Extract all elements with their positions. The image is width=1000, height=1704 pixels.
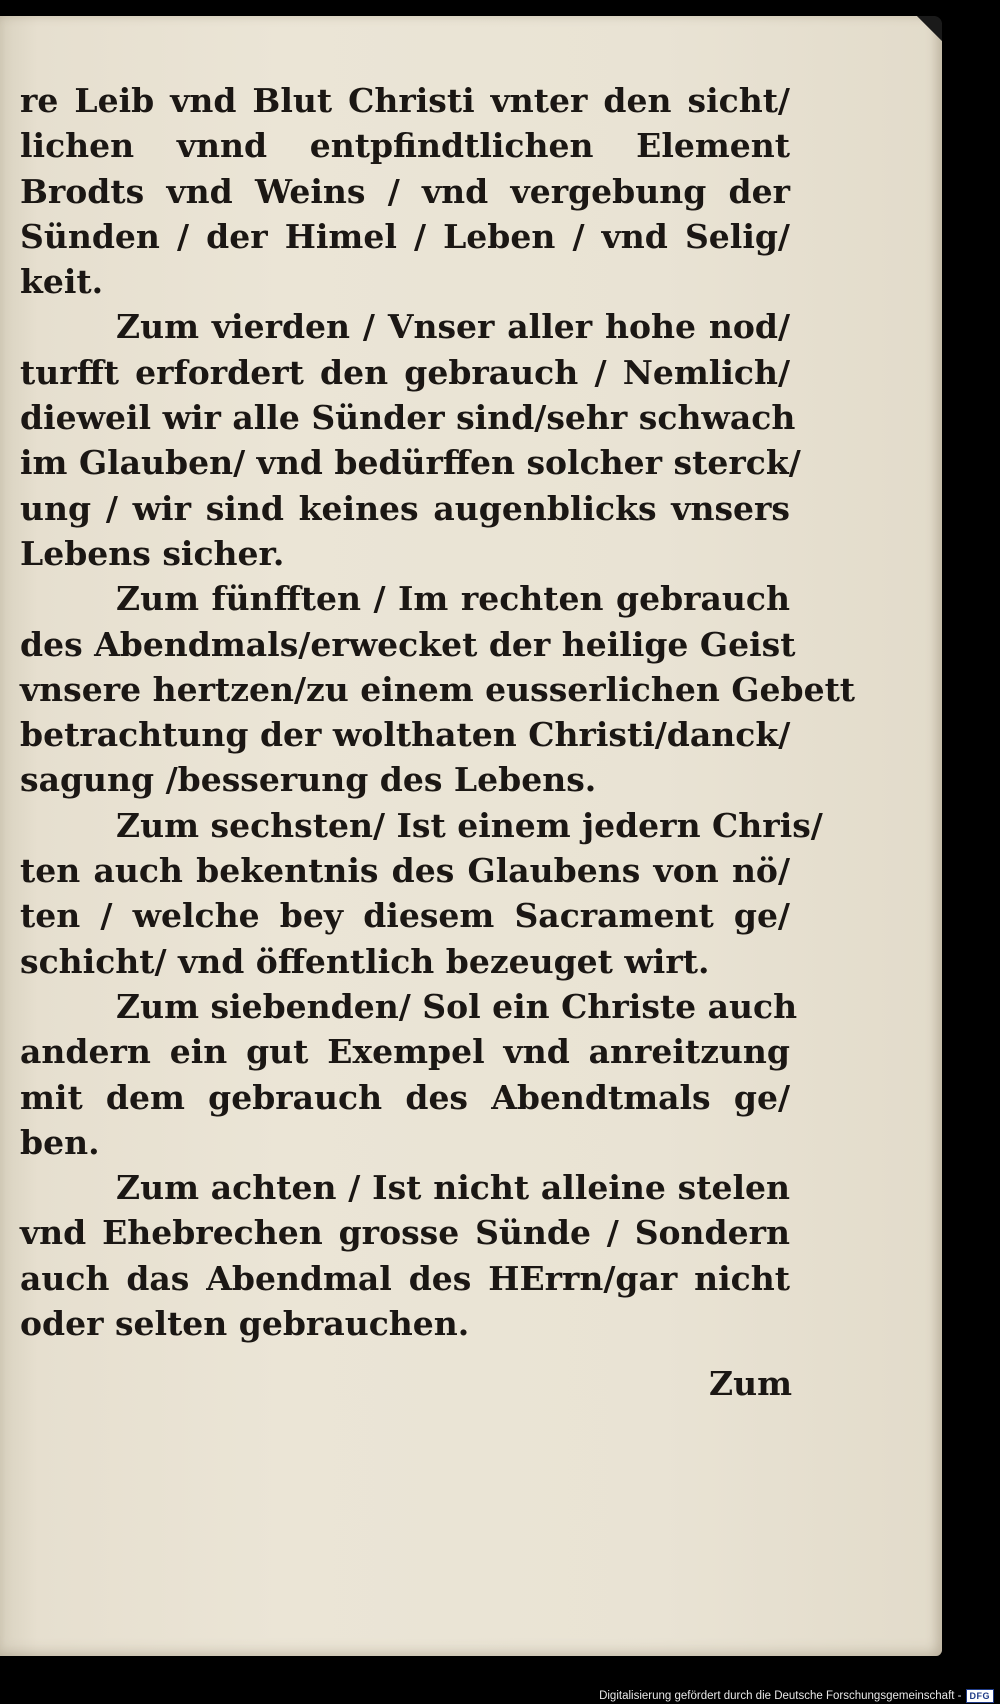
text-line: betrachtung der wolthaten Christi/danck/ xyxy=(20,715,791,755)
text-line: Brodts vnd Weins / vnd vergebung der xyxy=(20,171,790,211)
text-line: auch das Abendmal des HErrn/gar nicht xyxy=(20,1258,790,1298)
digitization-credit xyxy=(599,1688,994,1704)
text-line: lichen vnnd entpfindtlichen Element xyxy=(20,126,790,166)
text-line: keit. xyxy=(20,262,104,302)
text-line: turfft erfordert den gebrauch / Nemlich/ xyxy=(20,352,790,392)
text-line: vnsere hertzen/zu einem eusserlichen Gebett xyxy=(20,669,856,709)
text-line: vnd Ehebrechen grosse Sünde / Sondern xyxy=(20,1213,790,1253)
paragraph-start-line: Zum sechsten/ Ist einem jedern Chris/ xyxy=(116,805,823,845)
text-line: mit dem gebrauch des Abendtmals ge/ xyxy=(20,1077,790,1117)
text-line: Lebens sicher. xyxy=(20,533,285,573)
dfg-logo-icon: DFG xyxy=(966,1689,995,1703)
catchword: Zum xyxy=(709,1364,792,1403)
paragraph-start-line: Zum siebenden/ Sol ein Christe auch xyxy=(116,986,798,1026)
text-line: schicht/ vnd öffentlich bezeuget wirt. xyxy=(20,941,710,981)
credit-text: Digitalisierung gefördert durch die Deutsche Forschungsgemeinschaft - xyxy=(599,1690,962,1702)
text-line: ben. xyxy=(20,1122,100,1162)
paragraph-start-line: Zum fünfften / Im rechten gebrauch xyxy=(116,579,790,619)
paragraph-start-line: Zum vierden / Vnser aller hohe nod/ xyxy=(116,307,790,347)
text-line: oder selten gebrauchen. xyxy=(20,1304,470,1344)
text-line: im Glauben/ vnd bedürffen solcher sterck/ xyxy=(20,443,801,483)
scan-top-border xyxy=(0,0,1000,16)
text-line: ten / welche bey diesem Sacrament ge/ xyxy=(20,896,790,936)
text-line: Sünden / der Himel / Leben / vnd Selig/ xyxy=(20,216,790,256)
paragraph-start-line: Zum achten / Ist nicht alleine stelen xyxy=(116,1168,790,1208)
text-line: andern ein gut Exempel vnd anreitzung xyxy=(20,1032,790,1072)
text-line: des Abendmals/erwecket der heilige Geist xyxy=(20,624,796,664)
text-line: dieweil wir alle Sünder sind/sehr schwach xyxy=(20,398,796,438)
text-line: ung / wir sind keines augenblicks vnsers xyxy=(20,488,790,528)
text-line: sagung /besserung des Lebens. xyxy=(20,760,597,800)
book-page xyxy=(0,16,942,1656)
body-text xyxy=(20,78,856,1346)
text-line: re Leib vnd Blut Christi vnter den sicht/ xyxy=(20,81,790,120)
text-line: ten auch bekentnis des Glaubens von nö/ xyxy=(20,851,790,891)
